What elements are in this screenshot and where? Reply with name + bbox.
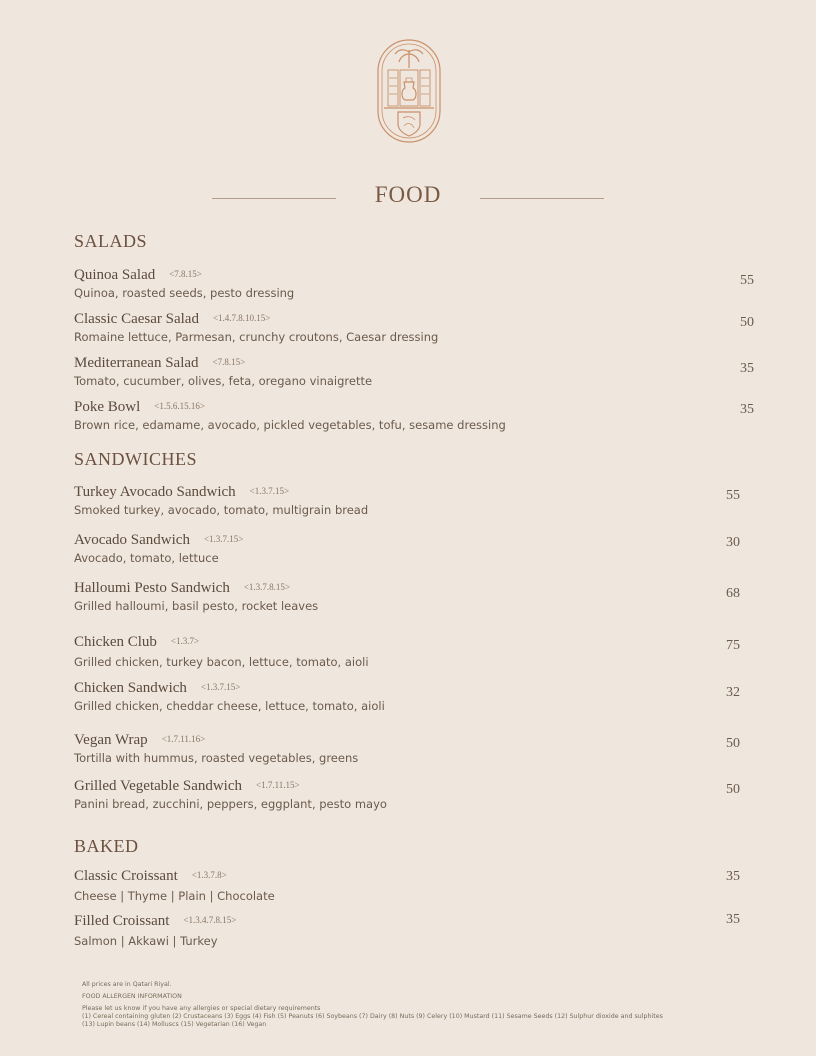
item-description: Tortilla with hummus, roasted vegetables, greens bbox=[74, 751, 359, 765]
menu-item bbox=[74, 531, 754, 565]
item-description: Romaine lettuce, Parmesan, crunchy croutons, Caesar dressing bbox=[74, 330, 439, 344]
section-heading-baked: BAKED bbox=[74, 836, 139, 856]
currency-note: All prices are in Qatari Riyal. bbox=[82, 981, 172, 988]
item-allergens: <7.8.15> bbox=[212, 357, 246, 367]
item-price: 35 bbox=[726, 869, 740, 884]
item-allergens: <1.3.4.7.8.15> bbox=[183, 915, 237, 925]
item-allergens: <1.7.11.16> bbox=[161, 734, 206, 744]
item-name: Turkey Avocado Sandwich bbox=[74, 484, 236, 500]
item-name: Chicken Club bbox=[74, 634, 157, 650]
allergen-legend: (13) Lupin beans (14) Molluscs (15) Vegetarian (16) Vegan bbox=[82, 1021, 267, 1028]
item-allergens: <7.8.15> bbox=[169, 269, 202, 279]
item-price: 55 bbox=[726, 488, 740, 503]
item-allergens: <1.7.11.15> bbox=[256, 780, 300, 790]
item-name: Classic Croissant bbox=[74, 868, 178, 884]
item-price: 50 bbox=[740, 315, 754, 330]
item-price: 30 bbox=[726, 535, 740, 550]
item-allergens: <1.5.6.15.16> bbox=[154, 401, 205, 411]
menu-item bbox=[74, 310, 754, 344]
title-rule-right bbox=[480, 198, 604, 199]
item-price: 68 bbox=[726, 586, 740, 601]
allergen-footer bbox=[82, 981, 742, 1029]
item-allergens: <1.3.7.15> bbox=[203, 534, 244, 544]
item-description: Salmon | Akkawi | Turkey bbox=[74, 934, 218, 948]
palm-vase-crest-icon bbox=[376, 38, 442, 144]
item-description: Cheese | Thyme | Plain | Chocolate bbox=[74, 889, 275, 903]
section-heading-sandwiches: SANDWICHES bbox=[74, 449, 198, 469]
menu-item bbox=[74, 679, 754, 713]
item-description: Tomato, cucumber, olives, feta, oregano vinaigrette bbox=[74, 374, 373, 388]
item-allergens: <1.3.7.8> bbox=[191, 870, 227, 880]
item-price: 75 bbox=[726, 638, 740, 653]
menu-item bbox=[74, 483, 754, 517]
item-description: Brown rice, edamame, avocado, pickled vegetables, tofu, sesame dressing bbox=[74, 418, 506, 432]
item-price: 35 bbox=[740, 361, 754, 376]
item-price: 55 bbox=[740, 273, 754, 288]
menu-item bbox=[74, 912, 754, 948]
page-title: FOOD bbox=[374, 182, 442, 207]
dietary-request: Please let us know if you have any allergies or special dietary requirements bbox=[82, 1005, 321, 1012]
item-description: Grilled chicken, turkey bacon, lettuce, tomato, aioli bbox=[74, 655, 369, 669]
item-allergens: <1.4.7.8.10.15> bbox=[212, 313, 271, 323]
item-allergens: <1.3.7.15> bbox=[249, 486, 290, 496]
item-description: Grilled halloumi, basil pesto, rocket leaves bbox=[74, 599, 319, 613]
item-price: 32 bbox=[726, 685, 740, 700]
menu-item bbox=[74, 266, 754, 300]
menu-item bbox=[74, 354, 754, 388]
item-price: 35 bbox=[740, 402, 754, 417]
allergen-legend: (1) Cereal containing gluten (2) Crustaceans (3) Eggs (4) Fish (5) Peanuts (6) Soybeans (7) Dairy (8) Nuts (9) Celery (10) Mustard (11) Sesame Seeds (12) Sulphur dioxide and sulphites bbox=[82, 1013, 663, 1020]
menu-item bbox=[74, 777, 754, 811]
item-name: Classic Caesar Salad bbox=[74, 311, 199, 327]
item-price: 35 bbox=[726, 912, 740, 927]
item-name: Halloumi Pesto Sandwich bbox=[74, 580, 230, 596]
item-name: Chicken Sandwich bbox=[74, 680, 187, 696]
section-heading-salads: SALADS bbox=[74, 231, 148, 251]
item-name: Vegan Wrap bbox=[74, 732, 148, 748]
allergen-heading: FOOD ALLERGEN INFORMATION bbox=[82, 993, 182, 1000]
item-name: Poke Bowl bbox=[74, 399, 141, 415]
item-allergens: <1.3.7> bbox=[170, 636, 200, 646]
item-allergens: <1.3.7.8.15> bbox=[243, 582, 290, 592]
item-allergens: <1.3.7.15> bbox=[200, 682, 241, 692]
menu-item bbox=[74, 579, 754, 613]
item-name: Quinoa Salad bbox=[74, 267, 156, 283]
menu-item bbox=[74, 633, 754, 669]
item-name: Filled Croissant bbox=[74, 913, 170, 929]
item-price: 50 bbox=[726, 736, 740, 751]
menu-item bbox=[74, 731, 754, 765]
item-description: Avocado, tomato, lettuce bbox=[74, 551, 219, 565]
menu-item bbox=[74, 867, 754, 903]
item-name: Avocado Sandwich bbox=[74, 532, 190, 548]
item-name: Grilled Vegetable Sandwich bbox=[74, 778, 243, 794]
item-description: Grilled chicken, cheddar cheese, lettuce, tomato, aioli bbox=[74, 699, 385, 713]
item-description: Panini bread, zucchini, peppers, eggplant, pesto mayo bbox=[74, 797, 387, 811]
menu-item bbox=[74, 398, 754, 432]
item-description: Smoked turkey, avocado, tomato, multigrain bread bbox=[74, 503, 369, 517]
item-price: 50 bbox=[726, 782, 740, 797]
item-name: Mediterranean Salad bbox=[74, 355, 199, 371]
item-description: Quinoa, roasted seeds, pesto dressing bbox=[74, 286, 295, 300]
